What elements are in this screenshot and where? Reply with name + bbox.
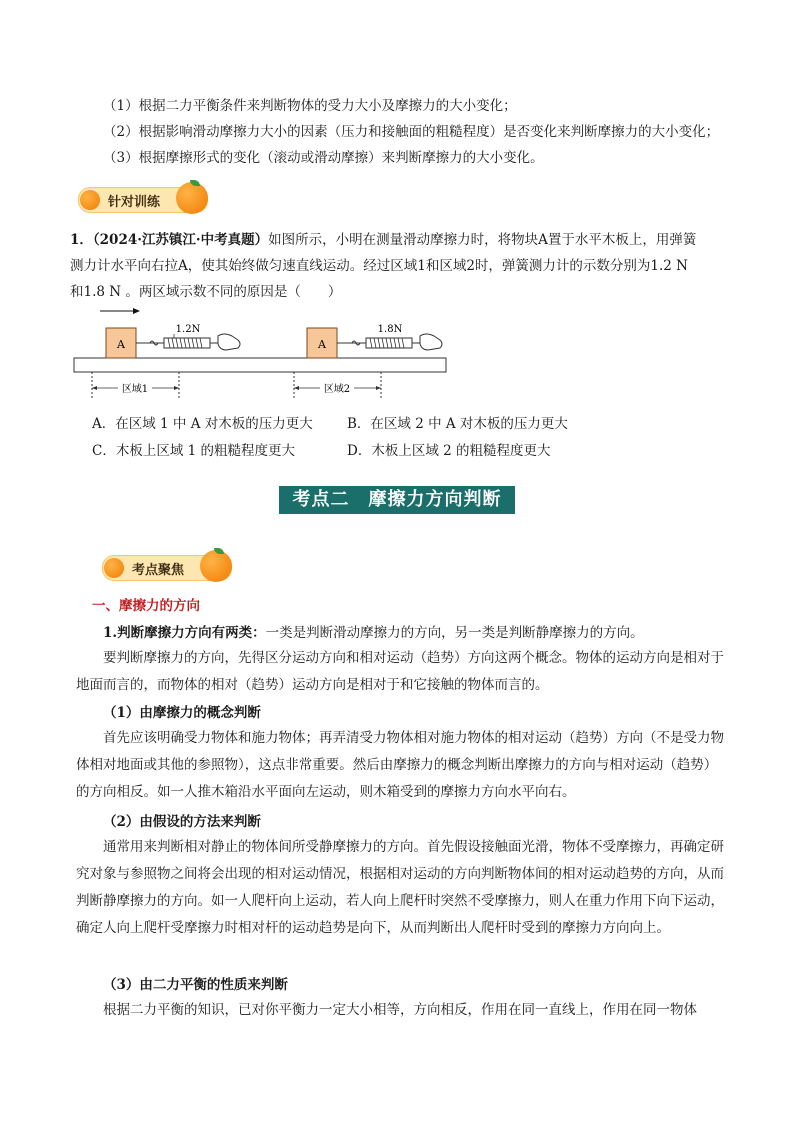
block-a-2-label: A <box>318 338 326 351</box>
orange-icon <box>80 190 100 210</box>
subheading-3: （3）由二力平衡的性质来判断 <box>103 977 288 993</box>
intro-line-3: （3）根据摩擦形式的变化（滚动或滑动摩擦）来判断摩擦力的大小变化。 <box>103 150 544 166</box>
option-c[interactable]: C．木板上区域 1 的粗糙程度更大 <box>92 443 296 459</box>
question-line-3: 和1.8 N 。两区域示数不同的原因是（ ） <box>70 284 342 300</box>
badge-training <box>78 180 210 214</box>
point-1 <box>103 623 644 643</box>
paragraph-2: 首先应该明确受力物体和施力物体；再弄清受力物体相对施力物体的相对运动（趋势）方向（不是受力物体相对地面或其他的参照物），这点非常重要。然后由摩擦力的概念判断出摩擦力的方向与相对运动（趋势）的方向相反。如一人推木箱沿水平面向左运动，则木箱受到的摩擦力方向水平向右。 <box>76 730 724 800</box>
spring-scale-1 <box>136 334 240 350</box>
paragraph-4: 根据二力平衡的知识，已对你平衡力一定大小相等，方向相反，作用在同一直线上，作用在同一物体 <box>103 1002 697 1018</box>
friction-diagram <box>70 302 450 406</box>
subheading-1: （1）由摩擦力的概念判断 <box>103 705 261 721</box>
paragraph-1: 要判断摩擦力的方向，先得区分运动方向和相对运动（趋势）方向这两个概念。物体的运动方向是相对于地面而言的，而物体的相对（趋势）运动方向是相对于和它接触的物体而言的。 <box>76 650 724 693</box>
orange-icon <box>104 558 124 578</box>
orange-icon <box>200 550 232 582</box>
paragraph-3: 通常用来判断相对静止的物体间所受静摩擦力的方向。首先假设接触面光滑，物体不受摩擦力，再确定研究对象与参照物之间将会出现的相对运动情况，根据相对运动的方向判断物体间的相对运动趋势的方向，从而判断静摩擦力的方向。如一人爬杆向上运动，若人向上爬杆时突然不受摩擦力，则人在重力作用下向下运动，确定人向上爬杆受摩擦力时相对杆的运动趋势是向下，从而判断出人爬杆时受到的摩擦力方向向上。 <box>76 839 724 936</box>
point-1-rest: 一类是判断滑动摩擦力的方向，另一类是判断静摩擦力的方向。 <box>265 625 644 641</box>
badge-label: 针对训练 <box>108 195 161 210</box>
question-line-2: 测力计水平向右拉A，使其始终做匀速直线运动。经过区域1和区域2时，弹簧测力计的示数分别为1.2 N <box>70 258 688 274</box>
option-d[interactable]: D．木板上区域 2 的粗糙程度更大 <box>347 443 551 459</box>
direction-arrow <box>100 308 140 314</box>
option-a[interactable]: A．在区域 1 中 A 对木板的压力更大 <box>92 416 313 432</box>
point-1-bold: 1.判断摩擦力方向有两类： <box>103 625 266 641</box>
reading-2: 1.8N <box>377 324 403 335</box>
question-source: （2024·江苏镇江·中考真题） <box>92 232 269 248</box>
option-b[interactable]: B．在区域 2 中 A 对木板的压力更大 <box>347 416 568 432</box>
question-number: 1． <box>70 232 93 248</box>
question-text-1: 如图所示，小明在测量滑动摩擦力时，将物块A置于水平木板上，用弹簧 <box>268 232 697 248</box>
region-2-label: 区域2 <box>323 384 351 395</box>
badge-label: 考点聚焦 <box>132 563 185 578</box>
wooden-board <box>74 358 446 372</box>
orange-icon <box>176 182 208 214</box>
intro-line-2: （2）根据影响滑动摩擦力大小的因素（压力和接触面的粗糙程度）是否变化来判断摩擦力的大小变化； <box>103 124 720 140</box>
block-a-1-label: A <box>117 338 125 351</box>
intro-line-1: （1）根据二力平衡条件来判断物体的受力大小及摩擦力的大小变化； <box>103 98 517 114</box>
reading-1: 1.2N <box>175 324 201 335</box>
question-line-1 <box>70 230 696 250</box>
section-title: 考点二 摩擦力方向判断 <box>279 486 515 514</box>
heading-friction-direction: 一、摩擦力的方向 <box>92 598 200 614</box>
region-1-label: 区域1 <box>121 384 149 395</box>
spring-scale-2 <box>337 334 442 350</box>
badge-focus <box>102 548 234 582</box>
subheading-2: （2）由假设的方法来判断 <box>103 814 261 830</box>
